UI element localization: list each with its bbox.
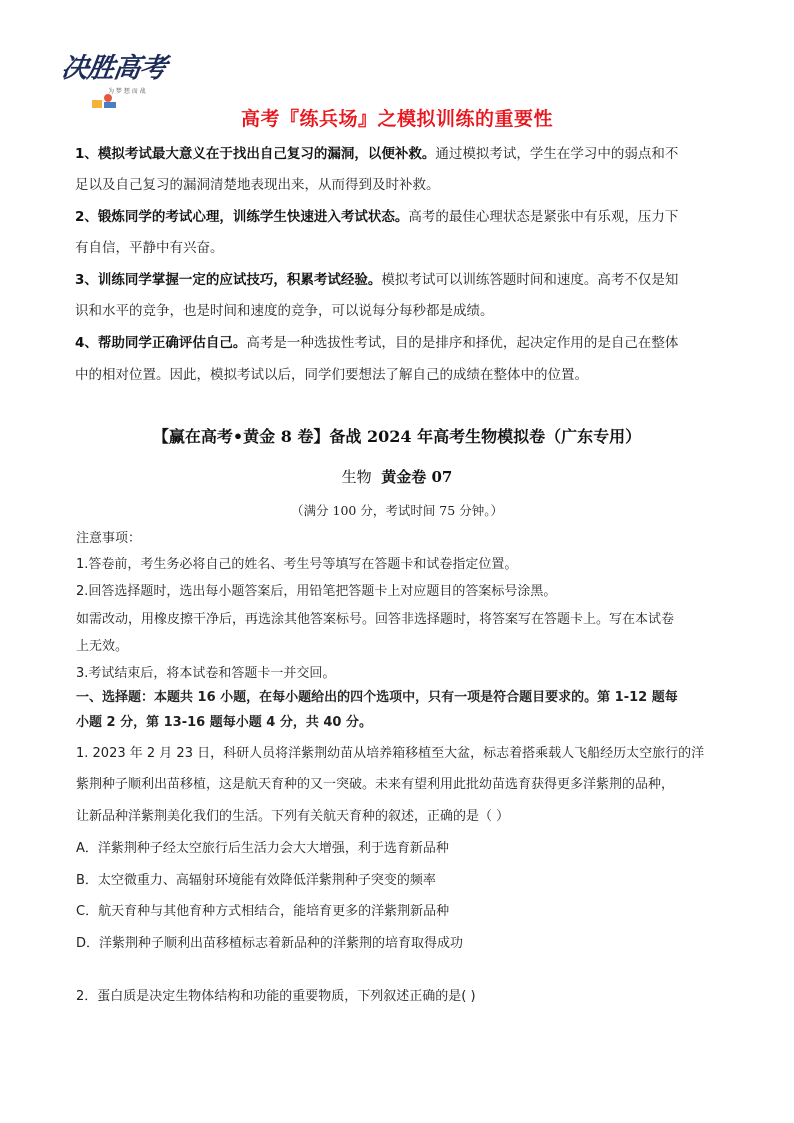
importance-p1-bold: 1、模拟考试最大意义在于找出自己复习的漏洞，以便补救。 xyxy=(75,146,436,162)
importance-p4-rest: 高考是一种选拔性考试，目的是排序和择优，起决定作用的是自己在整体 xyxy=(246,335,679,351)
section1-line2: 小题 2 分，第 13-16 题每小题 4 分，共 40 分。 xyxy=(76,715,372,730)
q1-line2: 紫荆种子顺利出苗移植，这是航天育种的又一突破。未来有望利用此批幼苗选育获得更多洋紫荆的品种， xyxy=(76,777,675,792)
subject-volume: 黄金卷 07 xyxy=(381,468,453,486)
q2-line1: 2．蛋白质是决定生物体结构和功能的重要物质，下列叙述正确的是( ) xyxy=(76,989,476,1004)
importance-p4-line2: 中的相对位置。因此，模拟考试以后，同学们要想法了解自己的成绩在整体中的位置。 xyxy=(75,367,588,383)
q1-option-c: C．航天育种与其他育种方式相结合，能培育更多的洋紫荆新品种 xyxy=(76,904,450,919)
importance-p3-line2: 识和水平的竞争，也是时间和速度的竞争，可以说每分每秒都是成绩。 xyxy=(75,303,494,319)
q1-option-a: A．洋紫荆种子经太空旅行后生活力会大大增强，利于选育新品种 xyxy=(76,841,449,856)
logo-tagline: 为 梦 想 而 战 xyxy=(108,88,146,95)
score-time: （满分 100 分，考试时间 75 分钟。） xyxy=(291,503,503,518)
importance-p2-line2: 有自信，平静中有兴奋。 xyxy=(75,240,224,256)
importance-p3-rest: 模拟考试可以训练答题时间和速度。高考不仅是知 xyxy=(381,272,679,288)
importance-p1-rest: 通过模拟考试，学生在学习中的弱点和不 xyxy=(435,146,679,162)
importance-p2-rest: 高考的最佳心理状态是紧张中有乐观，压力下 xyxy=(408,209,679,225)
section1-line1: 一、选择题：本题共 16 小题，在每小题给出的四个选项中，只有一项是符合题目要求的。第 1-12 题每 xyxy=(76,690,678,705)
q1-line1: 1. 2023 年 2 月 23 日，科研人员将洋紫荆幼苗从培养箱移植至大盆，标志着搭乘载人飞船经历太空旅行的洋 xyxy=(76,746,705,761)
importance-p2 xyxy=(75,208,678,226)
notice-2c: 上无效。 xyxy=(76,639,129,654)
notice-2b: 如需改动，用橡皮擦干净后，再选涂其他答案标号。回答非选择题时，将答案写在答题卡上。写在本试卷 xyxy=(76,612,675,627)
q1-line3: 让新品种洋紫荆美化我们的生活。下列有关航天育种的叙述，正确的是（ ） xyxy=(76,809,510,824)
importance-p4 xyxy=(75,334,678,352)
importance-p1-line2: 足以及自己复习的漏洞清楚地表现出来，从而得到及时补救。 xyxy=(75,177,440,193)
q1-option-d: D．洋紫荆种子顺利出苗移植标志着新品种的洋紫荆的培育取得成功 xyxy=(76,936,464,951)
paper-title: 【赢在高考•黄金 8 卷】备战 2024 年高考生物模拟卷（广东专用） xyxy=(152,427,642,446)
importance-p4-bold: 4、帮助同学正确评估自己。 xyxy=(75,335,247,351)
notice-3: 3.考试结束后，将本试卷和答题卡一并交回。 xyxy=(76,666,336,681)
importance-p3-bold: 3、训练同学掌握一定的应试技巧，积累考试经验。 xyxy=(75,272,382,288)
q1-option-b: B．太空微重力、高辐射环境能有效降低洋紫荆种子突变的频率 xyxy=(76,873,436,888)
paper-subject xyxy=(0,466,794,487)
logo-text: 决胜高考 xyxy=(59,53,168,84)
importance-p2-bold: 2、锻炼同学的考试心理，训练学生快速进入考试状态。 xyxy=(75,209,409,225)
notice-heading: 注意事项： xyxy=(76,531,142,546)
subject-name: 生物 xyxy=(341,468,372,486)
main-title: 高考『练兵场』之模拟训练的重要性 xyxy=(240,108,553,130)
importance-p1 xyxy=(75,145,678,163)
notice-1: 1.答卷前，考生务必将自己的姓名、考生号等填写在答题卡和试卷指定位置。 xyxy=(76,557,518,572)
notice-2: 2.回答选择题时，选出每小题答案后，用铅笔把答题卡上对应题目的答案标号涂黑。 xyxy=(76,584,557,599)
importance-p3 xyxy=(75,271,678,289)
